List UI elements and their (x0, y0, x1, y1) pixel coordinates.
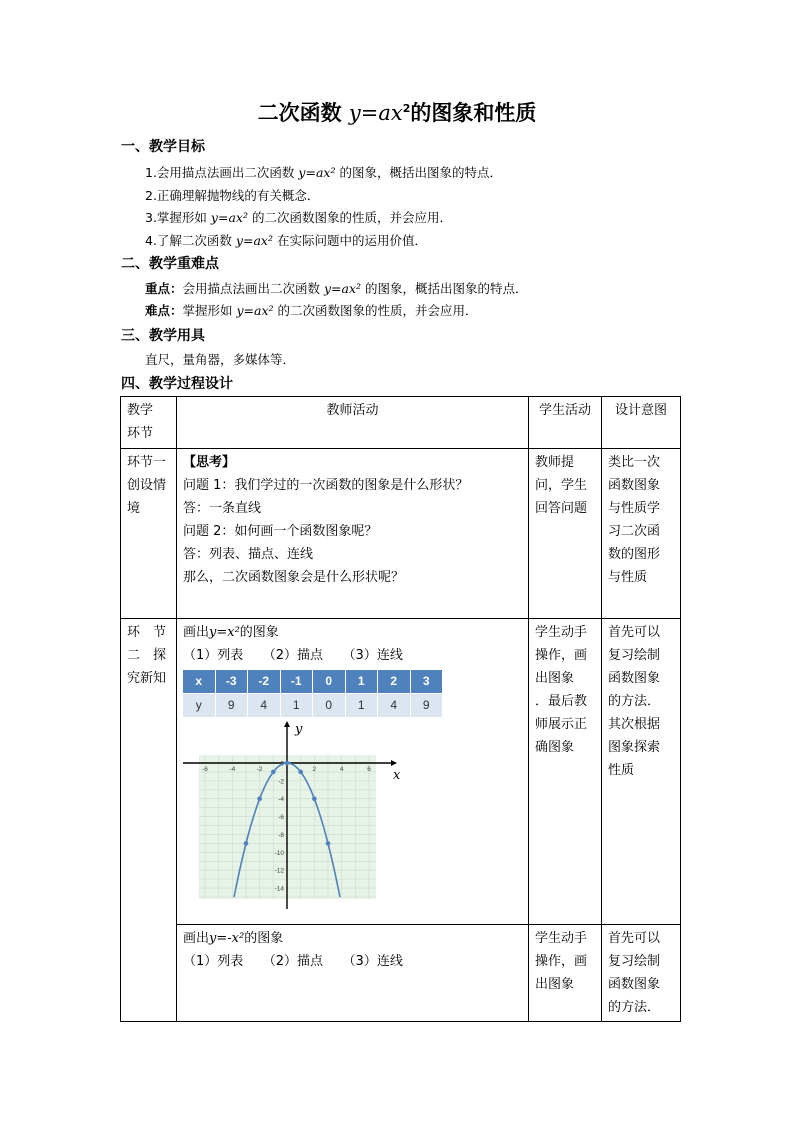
data-point (271, 770, 276, 775)
objective-line-4: 4.了解二次函数 y=ax² 在实际问题中的运用价值． (145, 233, 427, 248)
stage-1-teacher: 【思考】 问题 1：我们学过的一次函数的图象是什么形状？ 答：一条直线 问题 2：如何画一个函数图象呢？ 答：列表、描点、连线 那么，二次函数图象会是什么形状呢？ (177, 449, 529, 619)
y-tick-label: -8 (278, 831, 284, 839)
x-tick-label: 2 (312, 766, 317, 773)
page-title: 二次函数 $y=ax^2$的图象和性质 (257, 101, 537, 125)
value-table-cell: 3 (410, 670, 443, 694)
stage-2-teacher (177, 619, 529, 925)
value-table-y-row (183, 694, 443, 718)
value-table-cell: -1 (280, 670, 313, 694)
value-table (183, 670, 443, 717)
stage-1-student: 教师提 问，学生 回答问题 (529, 449, 602, 619)
parabola-chart (177, 719, 417, 909)
x-tick-label: 4 (339, 766, 344, 773)
steps-line-2: （1）列表 （2）描点 （3）连线 (183, 954, 403, 969)
header-stage: 教学 环节 (121, 397, 177, 449)
draw-instruction-2: 画出y=-x²的图象 (183, 931, 284, 946)
stage-2-student: 学生动手 操作，画 出图象 ．最后教 师展示正 确图象 (529, 619, 602, 925)
y-tick-label: -14 (274, 885, 284, 893)
y-tick-label: -6 (278, 814, 284, 822)
stage-2-label: 环 节 二 探 究新知 (121, 619, 177, 1022)
parabola-chart-svg (177, 719, 417, 909)
table-header-row (121, 397, 681, 449)
y-tick-label: -4 (278, 796, 284, 804)
x-axis-arrow (391, 760, 397, 766)
section-heading-tools: 三、教学用具 (121, 328, 205, 344)
stage-2b-intent: 首先可以 复习绘制 函数图象 的方法． (602, 925, 681, 1022)
section-heading-objectives: 一、教学目标 (121, 139, 205, 155)
y-tick-label: -12 (274, 867, 284, 875)
value-table-x-label: x (183, 670, 215, 694)
section-heading-process: 四、教学过程设计 (121, 376, 233, 392)
value-table-cell: 0 (313, 694, 346, 718)
value-table-cell: 1 (345, 694, 378, 718)
tools-line: 直尺，量角器，多媒体等． (145, 352, 296, 367)
header-intent: 设计意图 (602, 397, 681, 449)
value-table-cell: 9 (215, 694, 248, 718)
y-axis-title: y (295, 722, 303, 737)
table-row-stage-2b (121, 925, 681, 1022)
data-point (312, 796, 317, 801)
objective-line-3: 3.掌握形如 y=ax² 的二次函数图象的性质，并会应用． (145, 210, 452, 225)
value-table-cell: 1 (280, 694, 313, 718)
key-point-line: 重点：会用描点法画出二次函数 y=ax² 的图象，概括出图象的特点． (145, 281, 528, 296)
y-tick-label: -10 (274, 849, 284, 857)
x-tick-label: -6 (202, 766, 208, 773)
header-student: 学生活动 (529, 397, 602, 449)
value-table-cell: -3 (215, 670, 248, 694)
draw-instruction: 画出y=x²的图象 (183, 625, 279, 640)
stage-2b-teacher (177, 925, 529, 1022)
objective-line-2: 2.正确理解抛物线的有关概念． (145, 188, 320, 203)
x-tick-label: -4 (229, 766, 236, 773)
stage-1-label: 环节一 创设情 境 (121, 449, 177, 619)
x-tick-label: 6 (367, 766, 371, 773)
data-point (298, 770, 303, 775)
stage-2b-student: 学生动手 操作，画 出图象 (529, 925, 602, 1022)
header-teacher: 教师活动 (177, 397, 529, 449)
y-tick-label: 0 (280, 760, 284, 768)
table-row-stage-2 (121, 619, 681, 925)
process-table (120, 396, 681, 1022)
value-table-cell: 9 (410, 694, 443, 718)
objective-line-1: 1.会用描点法画出二次函数 y=ax² 的图象，概括出图象的特点． (145, 165, 502, 180)
y-tick-label: -2 (278, 778, 284, 786)
data-point (244, 841, 249, 846)
section-heading-key-points: 二、教学重难点 (121, 256, 219, 272)
table-row-stage-1 (121, 449, 681, 619)
value-table-cell: 0 (313, 670, 346, 694)
steps-line: （1）列表 （2）描点 （3）连线 (183, 648, 403, 663)
value-table-cell: -2 (248, 670, 281, 694)
data-point (257, 796, 262, 801)
data-point (326, 841, 331, 846)
difficult-point-line: 难点：掌握形如 y=ax² 的二次函数图象的性质，并会应用． (145, 303, 478, 318)
stage-1-intent: 类比一次 函数图象 与性质学 习二次函 数的图形 与性质 (602, 449, 681, 619)
value-table-x-row (183, 670, 443, 694)
value-table-cell: 1 (345, 670, 378, 694)
value-table-cell: 4 (378, 694, 411, 718)
value-table-y-label: y (183, 694, 215, 718)
stage-2-intent: 首先可以 复习绘制 函数图象 的方法． 其次根据 图象探索 性质 (602, 619, 681, 925)
value-table-cell: 4 (248, 694, 281, 718)
x-tick-label: -2 (256, 766, 263, 773)
data-point (285, 761, 290, 766)
y-axis-arrow (284, 721, 290, 727)
value-table-cell: 2 (378, 670, 411, 694)
x-axis-title: x (393, 768, 401, 783)
